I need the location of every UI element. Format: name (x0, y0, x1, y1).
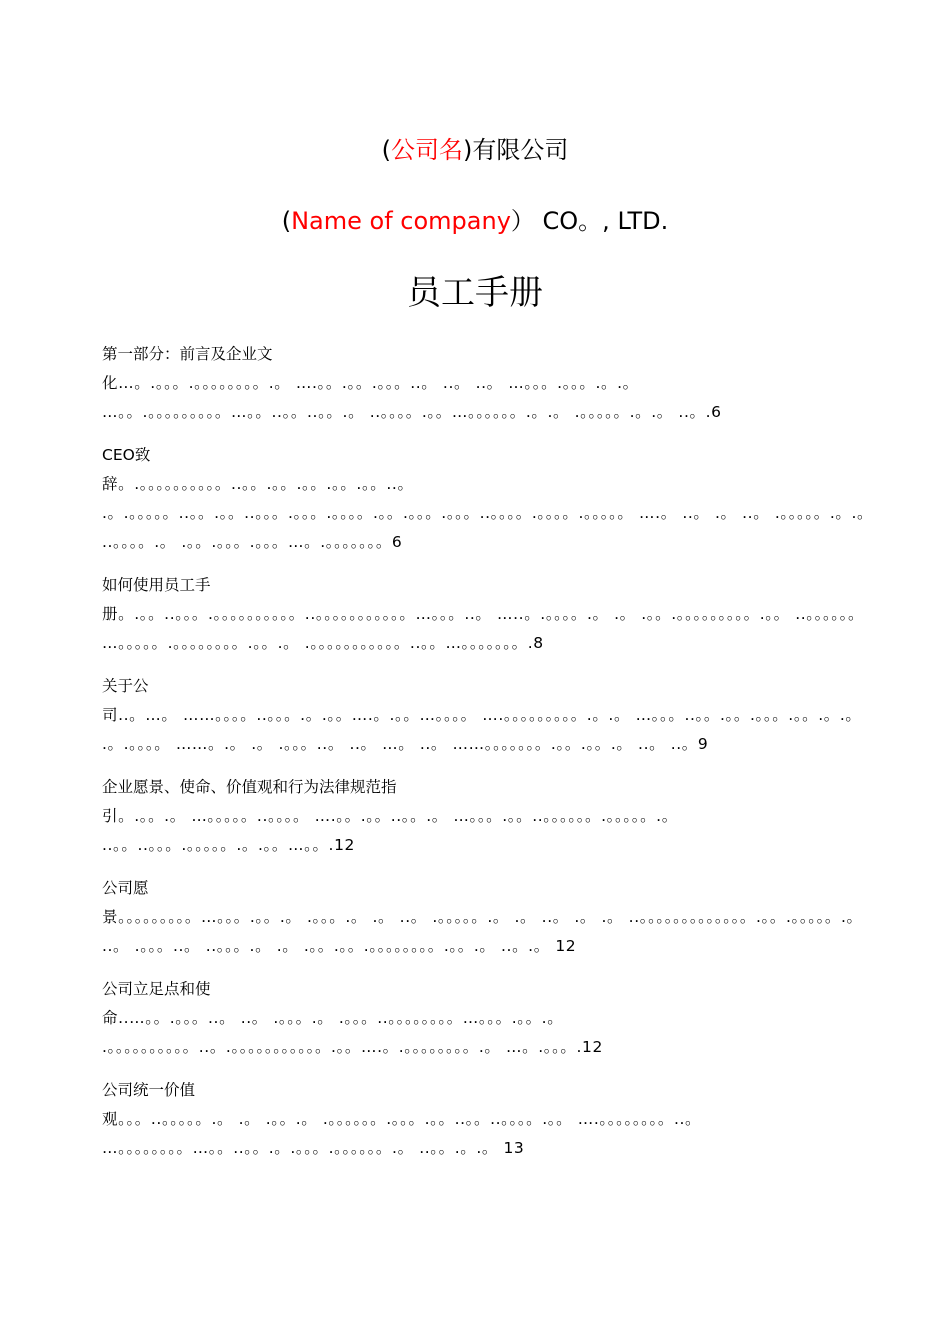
toc-entry-leader: 引。.。。.。 …。。。。。..。。。。 ….。。.。。..。。.。 …。。。.。。..。。。。。。.。。。。。.。 ..。。..。。。.。。。。。.。.。。…。。.12 (102, 807, 678, 854)
document-title: 员工手册 (407, 273, 543, 313)
toc-entry-heading: CEO致 (102, 446, 151, 464)
toc-entry-leader: 景。。。。。。。。。…。。。.。。.。 .。。。.。 .。 ..。 .。。。。。.。 .。 ..。 .。 .。 ..。。。。。。。。。。。。。.。。.。。。。。.。 ..。 .。。。..。 ..。。。.。 .。 .。。.。。.。。。。。。。。.。。.。 ..。.。 12 (102, 908, 863, 955)
toc-entry-leader: 司..。…。 ……。。。。..。。。.。.。。….。.。。…。。。。 ….。。。。。。。。。.。.。 …。。。..。。.。。.。。。.。。.。.。 .。.。。。。 ……。.。 .。 .。。。..。 ..。 …。 ..。 ……。。。。。。。.。。.。。.。 ..。 ..。9 (102, 706, 862, 753)
toc-entry-heading: 关于公 (102, 677, 149, 695)
toc-entry[interactable] (102, 773, 882, 860)
company-name-placeholder-en: Name of company (291, 207, 511, 235)
toc-entry-leader: 化…。.。。。.。。。。。。。。.。 ….。。.。。.。。。..。 ..。 ..。 …。。。.。。。.。.。 …。。.。。。。。。。。。…。。..。。..。。.。 ..。。。。.。。…。。。。。。.。.。 .。。。。。.。.。 ..。.6 (102, 374, 722, 421)
table-of-contents (102, 340, 882, 1177)
toc-entry-heading: 公司愿 (102, 879, 149, 897)
toc-entry-leader: 辞。.。。。。。。。。。。..。。.。。.。。.。。.。。..。 .。.。。。。。..。。.。。..。。。.。。。.。。。。.。。.。。。.。。。..。。。。.。。。。.。。。。。 ….。 ..。 .。 ..。 .。。。。。.。.。 ..。。。。.。 .。。.。。。.。。。…。.。。。。。。。6 (102, 475, 874, 551)
toc-entry-heading: 公司立足点和使 (102, 980, 211, 998)
cn-company-suffix: )有限公司 (463, 136, 569, 164)
en-company-suffix: ） CO。, LTD. (510, 207, 669, 235)
en-open-paren: ( (281, 207, 292, 235)
company-name-chinese (0, 133, 950, 167)
company-name-placeholder-cn: 公司名 (391, 136, 463, 164)
toc-entry-heading: 如何使用员工手 (102, 576, 211, 594)
toc-entry-leader: 命..…。。.。。。..。 ..。 .。。。.。 .。。。..。。。。。。。。…。。。.。。.。 .。。。。。。。。。。..。.。。。。。。。。。。。.。。….。.。。。。。。。。.。 …。.。。。.12 (102, 1009, 603, 1056)
toc-entry[interactable] (102, 672, 882, 759)
toc-entry[interactable] (102, 571, 882, 658)
toc-entry-heading: 公司统一价值 (102, 1081, 196, 1099)
toc-entry-leader: 观。。。..。。。。。.。 .。 .。。.。 .。。。。。。.。。。.。。..。。..。。。。.。。 ….。。。。。。。。..。 …。。。。。。。。…。。..。。.。.。。。.。。。。。。.。 ..。。.。.。 13 (102, 1110, 702, 1157)
toc-entry-leader: 册。.。。..。。。.。。。。。。。。。。..。。。。。。。。。。。…。。。..。 …..。.。。。。.。 .。 .。。.。。。。。。。。。.。。 ..。。。。。。 …。。。。。.。。。。。。。。.。。.。 .。。。。。。。。。。。..。。…。。。。。。。.8 (102, 605, 865, 652)
toc-entry-heading: 第一部分：前言及企业文 (102, 345, 273, 363)
toc-entry[interactable] (102, 874, 882, 961)
toc-entry-heading: 企业愿景、使命、价值观和行为法律规范指 (102, 778, 397, 796)
toc-entry[interactable] (102, 1076, 882, 1163)
toc-entry[interactable] (102, 340, 882, 427)
company-name-english (0, 204, 950, 238)
toc-entry[interactable] (102, 975, 882, 1062)
toc-entry[interactable] (102, 441, 882, 557)
cn-open-paren: ( (381, 136, 391, 164)
